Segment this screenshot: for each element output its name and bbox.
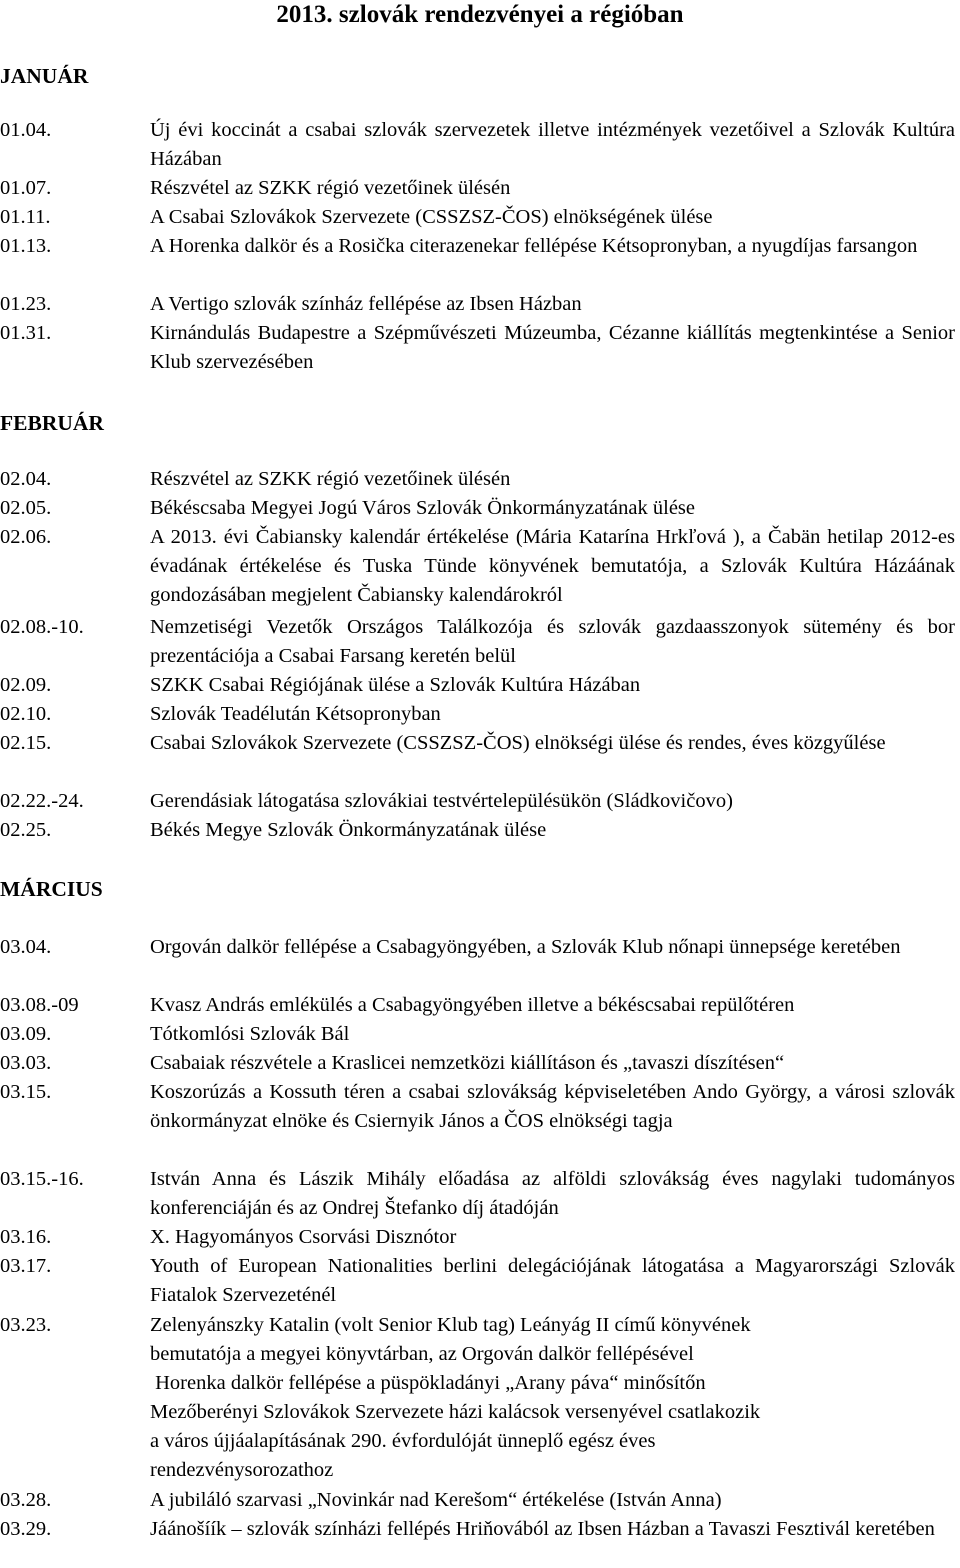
event-description: Nemzetiségi Vezetők Országos Találkozója és szlovák gazdaasszonyok sütemény és bor prezentációja a Csabai Farsang keretén belül [150, 616, 955, 667]
event-date: 02.04. [0, 468, 52, 490]
list-item [0, 319, 958, 377]
event-description: Koszorúzás a Kossuth téren a csabai szlovákság képviseletében Ando György, a városi szlovák önkormányzat elnöke és Csiernyik János a ČOS elnökségi tagja [150, 1081, 955, 1132]
list-item [0, 613, 958, 671]
event-date: 03.17. [0, 1255, 52, 1277]
event-description-line: rendezvénysorozathoz [150, 1459, 334, 1481]
list-item [0, 494, 958, 523]
list-item [0, 991, 958, 1020]
list-item [0, 1020, 958, 1049]
event-description: Csabaiak részvétele a Kraslicei nemzetközi kiállításon és „tavaszi díszítésen“ [150, 1052, 785, 1074]
list-item [0, 203, 958, 232]
event-date: 03.23. [0, 1314, 52, 1336]
list-item [0, 1049, 958, 1078]
event-date: 01.11. [0, 206, 51, 228]
list-item [0, 729, 958, 758]
event-description: Csabai Szlovákok Szervezete (CSSZSZ-ČOS) elnökségi ülése és rendes, éves közgyűlése [150, 732, 886, 754]
event-description-line: Horenka dalkör fellépése a püspökladányi „Arany páva“ minősítőn [150, 1372, 706, 1394]
event-description: Békés Megye Szlovák Önkormányzatának ülése [150, 819, 547, 841]
list-item [0, 1486, 958, 1515]
event-description-line: bemutatója a megyei könyvtárban, az Orgován dalkör fellépésével [150, 1343, 694, 1365]
list-item [0, 816, 958, 845]
event-date: 01.31. [0, 322, 52, 344]
list-item [0, 1165, 958, 1223]
list-item [0, 465, 958, 494]
list-item [0, 1223, 958, 1252]
event-description: Kirnándulás Budapestre a Szépművészeti Múzeumba, Cézanne kiállítás megtenkintése a Senior Klub szervezésében [150, 322, 955, 373]
event-description: A 2013. évi Čabiansky kalendár értékelése (Mária Katarína Hrkľová ), a Čabän hetilap 2012-es évadának értékelése és Tuska Tünde könyvének bemutatója, a Szlovák Kultúra Házáának gondozásában megjelent Čabiansky kalendárokról [150, 526, 955, 606]
event-date: 02.22.-24. [0, 790, 84, 812]
event-description-line: a város újjáalapításának 290. évfordulóját ünneplő egész éves [150, 1430, 656, 1452]
list-item [0, 671, 958, 700]
event-description: Békéscsaba Megyei Jogú Város Szlovák Önkormányzatának ülése [150, 497, 695, 519]
event-description: Új évi koccinát a csabai szlovák szervezetek illetve intézmények vezetőivel a Szlovák Kultúra Házában [150, 119, 955, 170]
list-item [0, 1252, 958, 1310]
event-date: 02.05. [0, 497, 52, 519]
event-date: 01.23. [0, 293, 52, 315]
event-date: 03.15.-16. [0, 1168, 84, 1190]
event-description: A jubiláló szarvasi „Novinkár nad Kerešom“ értékelése (István Anna) [150, 1489, 722, 1511]
event-date: 03.03. [0, 1052, 52, 1074]
page-title: 2013. szlovák rendezvényei a régióban [276, 1, 684, 28]
list-item [0, 290, 958, 319]
event-date: 03.15. [0, 1081, 52, 1103]
event-date: 02.10. [0, 703, 52, 725]
list-item [0, 116, 958, 174]
event-description: Gerendásiak látogatása szlovákiai testvértelepülésükön (Sládkovičovo) [150, 790, 733, 812]
event-description: Szlovák Teadélután Kétsopronyban [150, 703, 441, 725]
list-item [0, 787, 958, 816]
month-heading-january: JANUÁR [0, 64, 89, 88]
event-date: 03.04. [0, 936, 52, 958]
event-description: A Horenka dalkör és a Rosička citerazenekar fellépése Kétsopronyban, a nyugdíjas farsangon [150, 235, 918, 257]
event-description: Orgován dalkör fellépése a Csabagyöngyében, a Szlovák Klub nőnapi ünnepsége keretében [150, 936, 901, 958]
list-item [0, 523, 958, 610]
event-description: A Vertigo szlovák színház fellépése az Ibsen Házban [150, 293, 582, 315]
event-description: István Anna és Lászik Mihály előadása az alföldi szlovákság éves nagylaki tudományos konferenciáján és az Ondrej Štefanko díj átadóján [150, 1168, 955, 1219]
event-date: 02.25. [0, 819, 52, 841]
month-heading-march: MÁRCIUS [0, 877, 103, 901]
event-date: 01.13. [0, 235, 52, 257]
event-date: 02.15. [0, 732, 52, 754]
event-description: SZKK Csabai Régiójának ülése a Szlovák Kultúra Házában [150, 674, 641, 696]
event-description: Jáánošíík – szlovák színházi fellépés Hriňovából az Ibsen Házban a Tavaszi Fesztivál keretében [150, 1518, 935, 1540]
event-date: 01.04. [0, 119, 52, 141]
event-date: 03.28. [0, 1489, 52, 1511]
event-description: Youth of European Nationalities berlini delegációjának látogatása a Magyarországi Szlovák Fiatalok Szervezeténél [150, 1255, 955, 1306]
list-item [0, 1078, 958, 1136]
event-description: X. Hagyományos Csorvási Disznótor [150, 1226, 457, 1248]
list-item [0, 933, 958, 962]
event-date: 02.09. [0, 674, 52, 696]
list-item [0, 174, 958, 203]
list-item [0, 1311, 958, 1485]
event-date: 03.09. [0, 1023, 52, 1045]
event-description-line: Mezőberényi Szlovákok Szervezete házi kalácsok versenyével csatlakozik [150, 1401, 761, 1423]
month-heading-february: FEBRUÁR [0, 411, 104, 435]
list-item [0, 1515, 958, 1544]
event-date: 02.08.-10. [0, 616, 84, 638]
event-date: 03.16. [0, 1226, 52, 1248]
event-description [150, 1311, 955, 1485]
event-date: 01.07. [0, 177, 52, 199]
list-item [0, 700, 958, 729]
event-date: 03.08.-09 [0, 994, 79, 1016]
event-description: Kvasz András emlékülés a Csabagyöngyében illetve a békéscsabai repülőtéren [150, 994, 795, 1016]
list-item [0, 232, 958, 261]
event-description: Részvétel az SZKK régió vezetőinek ülésén [150, 468, 511, 490]
event-description-line: Zelenyánszky Katalin (volt Senior Klub tag) Leányág II című könyvének [150, 1314, 751, 1336]
event-description: Tótkomlósi Szlovák Bál [150, 1023, 350, 1045]
event-date: 03.29. [0, 1518, 52, 1540]
event-date: 02.06. [0, 526, 52, 548]
event-description: A Csabai Szlovákok Szervezete (CSSZSZ-ČOS) elnökségének ülése [150, 206, 713, 228]
event-description: Részvétel az SZKK régió vezetőinek ülésén [150, 177, 511, 199]
